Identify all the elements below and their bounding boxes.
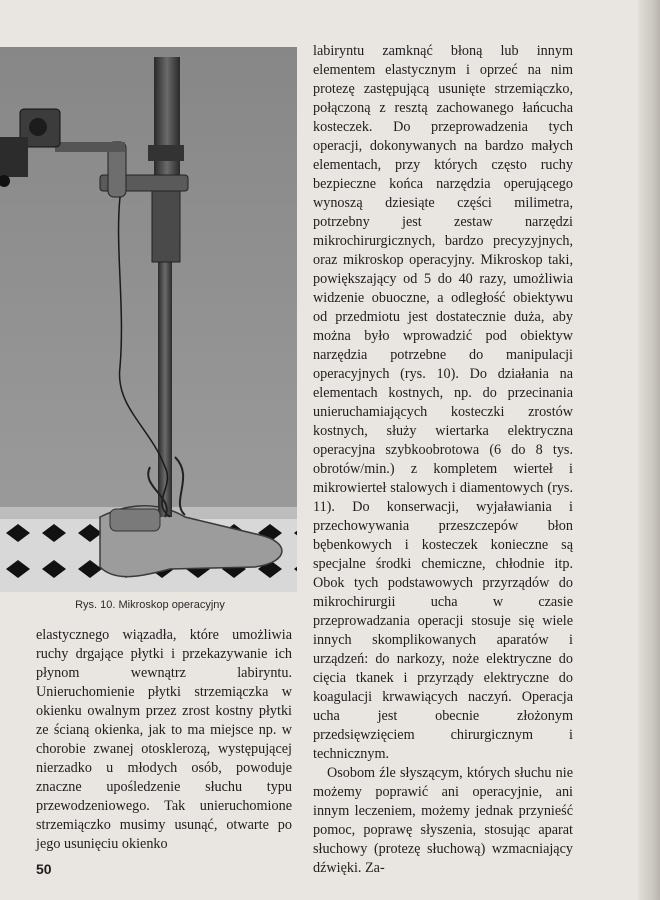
figure-caption: Rys. 10. Mikroskop operacyjny bbox=[75, 599, 225, 611]
paragraph: Osobom źle słyszącym, których słuchu nie możemy poprawić ani operacyjnie, ani innym leczeniem, możemy jednak przynieść pomoc, poprawę słyszenia, stosując aparat słuchowy (protezę słuchową) wzmacniający dźwięki. Za- bbox=[313, 765, 573, 876]
paragraph: elastycznego wiązadła, które umożliwia ruchy drgające płytki i przekazywanie ich płynom wewnątrz labiryntu. Unieruchomienie płytki strzemiączka w okienku owalnym przez zrost kostny płytki ze ścianą okienka, jak to ma miejsce np. w chorobie zwanej otosklerozą, występującej nierzadko u młodych osób, powoduje znaczne upośledzenie słuchu typu przewodzeniowego. Tak unieruchomione strzemiączko musimy usunąć, otwarte po jego usunięciu okienko bbox=[36, 627, 292, 852]
page-edge-shadow bbox=[638, 0, 660, 900]
microscope-photograph bbox=[0, 47, 297, 592]
page-number: 50 bbox=[36, 861, 52, 877]
paragraph: labiryntu zamknąć błoną lub innym elementem elastycznym i oprzeć na nim protezę zastępującą usunięte strzemiączko, połączoną z resztą zachowanego łańcucha kosteczek. Do przeprowadzenia tych operacji, dokonywanych na bardzo małych elementach, przy których często ruchy bezpieczne końca narzędzia operującego wynoszą dziesiąte części milimetra, potrzebny jest zestaw narzędzi mikrochirurgicznych, bardzo precyzyjnych, oraz mikroskop operacyjny. Mikroskop taki, powiększający od 5 do 40 razy, umożliwia widzenie obuoczne, a odległość obiektywu od przedmiotu jest dostatecznie duża, aby można było wprowadzić pod obiektyw narzędzia potrzebne do manipulacji operacyjnych (rys. 10). Do działania na elementach kostnych, np. do przecinania unieruchamiających kosteczki zrostów kostnych, służy wiertarka elektryczna operacyjna szybkoobrotowa (6 do 8 tys. obrotów/min.) z kompletem wierteł i mikrowierteł stalowych i diamentowych (rys. 11). Do konserwacji, wyjaławiania i przechowywania przeszczepów błon bębenkowych i kosteczek konieczne są specjalne środki chemiczne, chłodnie itp. Obok tych podstawowych przyrządów do mikrochirurgii ucha w czasie przeprowadzania operacji stosuje się wiele innych skomplikowanych aparatów i urządzeń: do narkozy, noże elektryczne do cięcia tkanek i przyrządy elektryczne do koagulacji krwawiących naczyń. Operacja ucha jest obecnie złożonym przedsięwzięciem chirurgicznym i technicznym. bbox=[313, 43, 573, 762]
right-text-column bbox=[313, 42, 573, 878]
left-text-column bbox=[36, 626, 292, 854]
